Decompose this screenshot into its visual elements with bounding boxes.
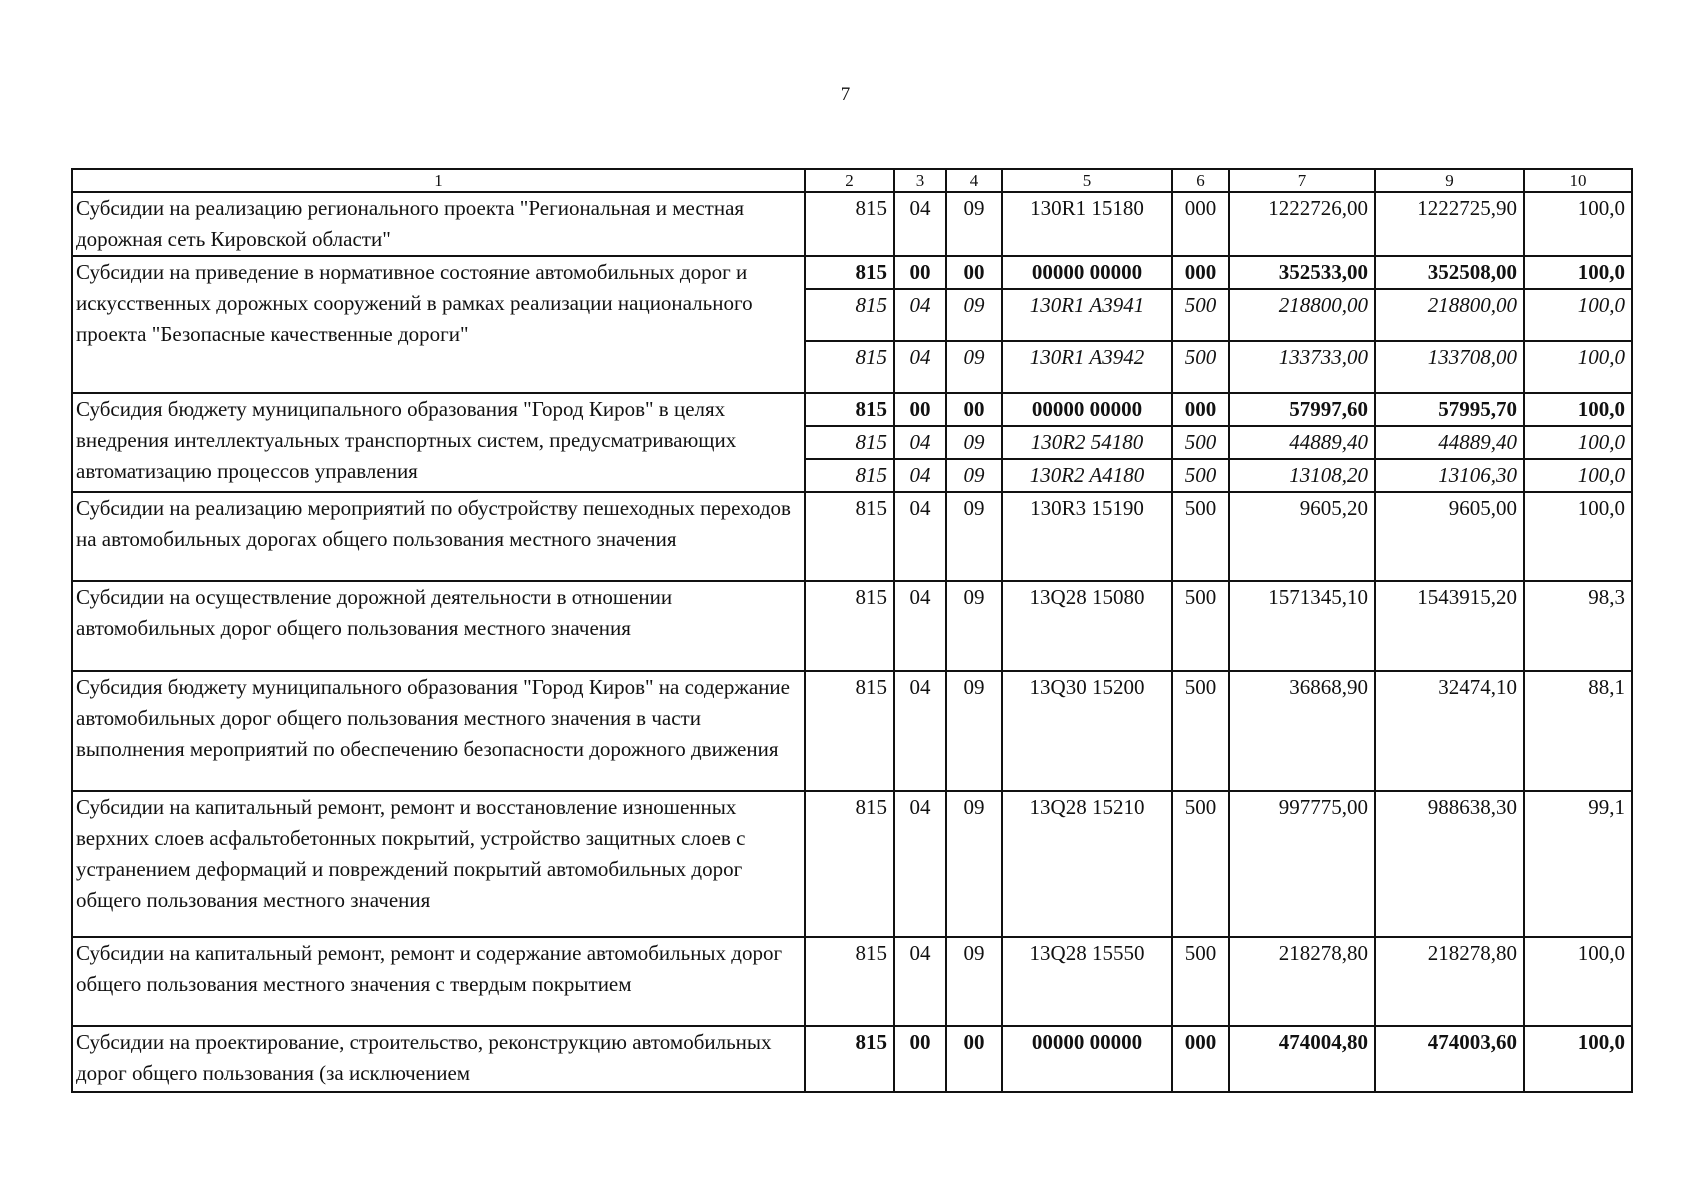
cell-c10: 100,0 — [1524, 459, 1632, 492]
cell-c5: 13Q30 15200 — [1002, 671, 1172, 791]
cell-c10: 100,0 — [1524, 289, 1632, 341]
cell-c3: 04 — [894, 341, 946, 393]
cell-c3: 00 — [894, 256, 946, 289]
cell-c6: 500 — [1172, 289, 1229, 341]
cell-c6: 000 — [1172, 256, 1229, 289]
cell-c6: 500 — [1172, 459, 1229, 492]
cell-c3: 04 — [894, 192, 946, 256]
cell-c9: 218278,80 — [1375, 937, 1524, 1026]
cell-c10: 100,0 — [1524, 426, 1632, 459]
cell-c7: 1222726,00 — [1229, 192, 1375, 256]
cell-c4: 09 — [946, 492, 1002, 581]
table-row — [72, 581, 1632, 671]
cell-c4: 09 — [946, 581, 1002, 671]
table-body — [72, 192, 1632, 1092]
cell-c5: 130R1 15180 — [1002, 192, 1172, 256]
cell-c2: 815 — [805, 426, 894, 459]
cell-c2: 815 — [805, 289, 894, 341]
row-description: Субсидия бюджету муниципального образования "Город Киров" в целях внедрения интеллектуальных транспортных систем, предусматривающих автоматизацию процессов управления — [72, 393, 805, 492]
cell-c10: 88,1 — [1524, 671, 1632, 791]
cell-c7: 474004,80 — [1229, 1026, 1375, 1092]
cell-c7: 218800,00 — [1229, 289, 1375, 341]
cell-c5: 130R3 15190 — [1002, 492, 1172, 581]
cell-c10: 100,0 — [1524, 393, 1632, 426]
column-header: 10 — [1524, 169, 1632, 192]
table-row — [72, 937, 1632, 1026]
cell-c4: 09 — [946, 192, 1002, 256]
row-description: Субсидии на приведение в нормативное состояние автомобильных дорог и искусственных дорожных сооружений в рамках реализации национального проекта "Безопасные качественные дороги" — [72, 256, 805, 393]
cell-c9: 352508,00 — [1375, 256, 1524, 289]
cell-c7: 218278,80 — [1229, 937, 1375, 1026]
cell-c10: 100,0 — [1524, 192, 1632, 256]
cell-c10: 98,3 — [1524, 581, 1632, 671]
table-row — [72, 192, 1632, 256]
cell-c6: 500 — [1172, 937, 1229, 1026]
cell-c10: 100,0 — [1524, 1026, 1632, 1092]
column-header: 2 — [805, 169, 894, 192]
cell-c3: 04 — [894, 581, 946, 671]
cell-c3: 00 — [894, 393, 946, 426]
cell-c4: 09 — [946, 459, 1002, 492]
cell-c2: 815 — [805, 492, 894, 581]
cell-c6: 500 — [1172, 426, 1229, 459]
cell-c10: 100,0 — [1524, 492, 1632, 581]
table-row — [72, 1026, 1632, 1092]
cell-c3: 04 — [894, 671, 946, 791]
cell-c5: 13Q28 15210 — [1002, 791, 1172, 937]
cell-c7: 9605,20 — [1229, 492, 1375, 581]
cell-c9: 1222725,90 — [1375, 192, 1524, 256]
column-header: 4 — [946, 169, 1002, 192]
cell-c6: 000 — [1172, 393, 1229, 426]
cell-c6: 500 — [1172, 581, 1229, 671]
column-header: 1 — [72, 169, 805, 192]
cell-c7: 57997,60 — [1229, 393, 1375, 426]
cell-c3: 04 — [894, 289, 946, 341]
cell-c4: 09 — [946, 426, 1002, 459]
row-description: Субсидия бюджету муниципального образования "Город Киров" на содержание автомобильных дорог общего пользования местного значения в части выполнения мероприятий по обеспечению безопасности дорожного движения — [72, 671, 805, 791]
cell-c3: 04 — [894, 937, 946, 1026]
column-header: 3 — [894, 169, 946, 192]
cell-c2: 815 — [805, 192, 894, 256]
cell-c9: 13106,30 — [1375, 459, 1524, 492]
cell-c3: 04 — [894, 459, 946, 492]
cell-c9: 57995,70 — [1375, 393, 1524, 426]
table-row — [72, 492, 1632, 581]
cell-c5: 00000 00000 — [1002, 256, 1172, 289]
cell-c2: 815 — [805, 581, 894, 671]
row-description: Субсидии на капитальный ремонт, ремонт и содержание автомобильных дорог общего пользования местного значения с твердым покрытием — [72, 937, 805, 1026]
cell-c7: 13108,20 — [1229, 459, 1375, 492]
cell-c5: 00000 00000 — [1002, 1026, 1172, 1092]
row-description: Субсидии на реализацию мероприятий по обустройству пешеходных переходов на автомобильных дорогах общего пользования местного значения — [72, 492, 805, 581]
cell-c7: 997775,00 — [1229, 791, 1375, 937]
cell-c6: 500 — [1172, 341, 1229, 393]
cell-c2: 815 — [805, 459, 894, 492]
cell-c2: 815 — [805, 256, 894, 289]
cell-c10: 100,0 — [1524, 256, 1632, 289]
cell-c6: 000 — [1172, 1026, 1229, 1092]
table-row — [72, 393, 1632, 426]
cell-c5: 13Q28 15080 — [1002, 581, 1172, 671]
cell-c10: 99,1 — [1524, 791, 1632, 937]
cell-c5: 130R2 54180 — [1002, 426, 1172, 459]
budget-table — [71, 168, 1633, 1093]
cell-c2: 815 — [805, 1026, 894, 1092]
cell-c6: 500 — [1172, 671, 1229, 791]
cell-c5: 130R2 A4180 — [1002, 459, 1172, 492]
cell-c6: 500 — [1172, 492, 1229, 581]
cell-c9: 474003,60 — [1375, 1026, 1524, 1092]
column-header: 9 — [1375, 169, 1524, 192]
cell-c6: 500 — [1172, 791, 1229, 937]
table-row — [72, 671, 1632, 791]
cell-c2: 815 — [805, 341, 894, 393]
cell-c3: 04 — [894, 426, 946, 459]
cell-c2: 815 — [805, 937, 894, 1026]
cell-c4: 00 — [946, 393, 1002, 426]
cell-c9: 44889,40 — [1375, 426, 1524, 459]
column-header: 6 — [1172, 169, 1229, 192]
cell-c5: 130R1 A3942 — [1002, 341, 1172, 393]
cell-c5: 13Q28 15550 — [1002, 937, 1172, 1026]
cell-c4: 09 — [946, 289, 1002, 341]
cell-c2: 815 — [805, 791, 894, 937]
cell-c9: 218800,00 — [1375, 289, 1524, 341]
column-header: 5 — [1002, 169, 1172, 192]
cell-c3: 04 — [894, 492, 946, 581]
row-description: Субсидии на проектирование, строительство, реконструкцию автомобильных дорог общего пользования (за исключением — [72, 1026, 805, 1092]
row-description: Субсидии на реализацию регионального проекта "Региональная и местная дорожная сеть Кировской области" — [72, 192, 805, 256]
table-row — [72, 791, 1632, 937]
cell-c4: 09 — [946, 791, 1002, 937]
column-header: 7 — [1229, 169, 1375, 192]
cell-c4: 09 — [946, 341, 1002, 393]
cell-c7: 36868,90 — [1229, 671, 1375, 791]
cell-c4: 00 — [946, 1026, 1002, 1092]
cell-c7: 352533,00 — [1229, 256, 1375, 289]
cell-c9: 32474,10 — [1375, 671, 1524, 791]
cell-c5: 130R1 A3941 — [1002, 289, 1172, 341]
cell-c3: 04 — [894, 791, 946, 937]
cell-c4: 00 — [946, 256, 1002, 289]
cell-c3: 00 — [894, 1026, 946, 1092]
cell-c6: 000 — [1172, 192, 1229, 256]
cell-c7: 1571345,10 — [1229, 581, 1375, 671]
cell-c9: 9605,00 — [1375, 492, 1524, 581]
row-description: Субсидии на осуществление дорожной деятельности в отношении автомобильных дорог общего пользования местного значения — [72, 581, 805, 671]
cell-c7: 133733,00 — [1229, 341, 1375, 393]
cell-c9: 1543915,20 — [1375, 581, 1524, 671]
table-row — [72, 256, 1632, 289]
cell-c9: 133708,00 — [1375, 341, 1524, 393]
cell-c4: 09 — [946, 671, 1002, 791]
cell-c4: 09 — [946, 937, 1002, 1026]
cell-c10: 100,0 — [1524, 937, 1632, 1026]
header-row — [72, 169, 1632, 192]
cell-c5: 00000 00000 — [1002, 393, 1172, 426]
page-number: 7 — [840, 84, 851, 105]
row-description: Субсидии на капитальный ремонт, ремонт и восстановление изношенных верхних слоев асфальтобетонных покрытий, устройство защитных слоев с устранением деформаций и повреждений покрытий автомобильных дорог общего пользования местного значения — [72, 791, 805, 937]
cell-c9: 988638,30 — [1375, 791, 1524, 937]
cell-c2: 815 — [805, 393, 894, 426]
cell-c2: 815 — [805, 671, 894, 791]
cell-c7: 44889,40 — [1229, 426, 1375, 459]
cell-c10: 100,0 — [1524, 341, 1632, 393]
